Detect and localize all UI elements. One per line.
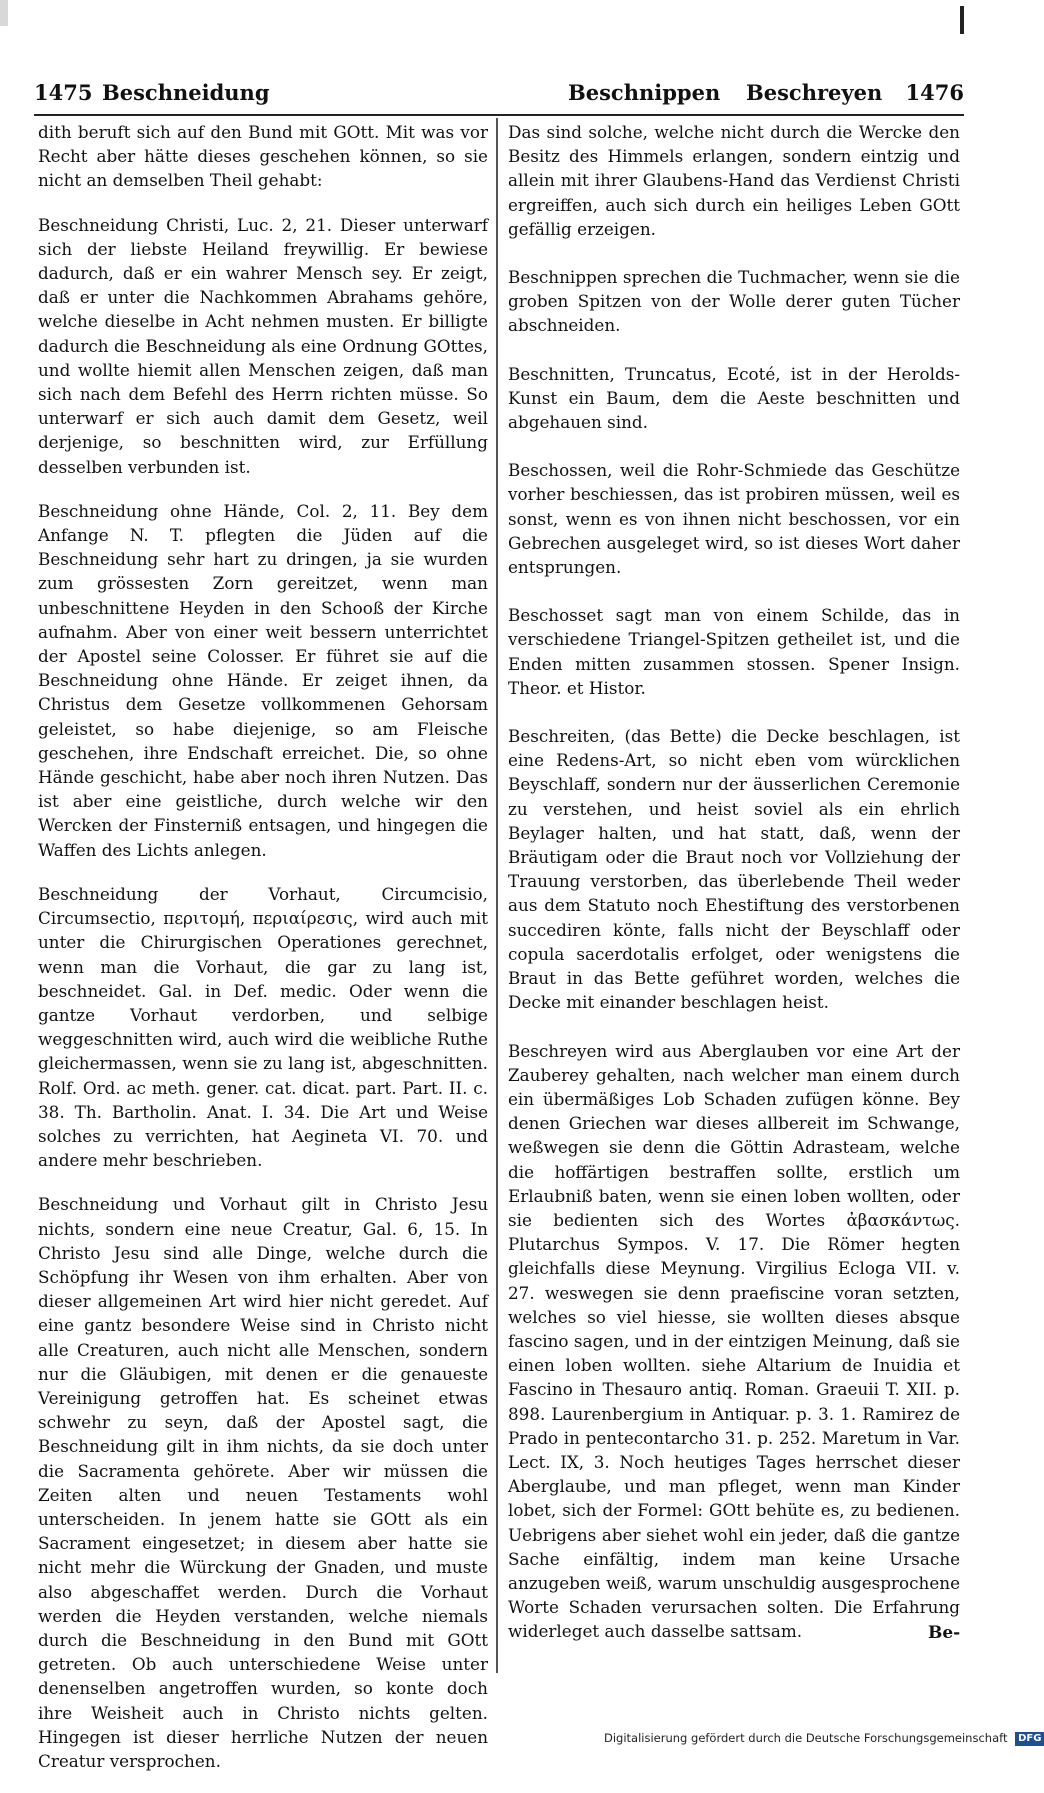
entry-paragraph: Beschnitten, Truncatus, Ecoté, ist in der Herolds-Kunst ein Baum, dem die Aeste beschnitten und abgehauen sind. bbox=[508, 363, 960, 433]
left-column bbox=[38, 120, 488, 1793]
scan-edge bbox=[0, 0, 8, 26]
right-page-number: 1476 bbox=[905, 80, 964, 105]
left-page-number: 1475 bbox=[34, 80, 93, 105]
footer-text: Digitalisierung gefördert durch die Deutsche Forschungsgemeinschaft bbox=[604, 1731, 1008, 1745]
left-running-title: Beschneidung bbox=[102, 80, 270, 105]
entry-paragraph: Beschosset sagt man von einem Schilde, das in verschiedene Triangel-Spitzen getheilet ist, und die Enden mitten zusammen stossen. Spener Insign. Theor. et Histor. bbox=[508, 605, 960, 698]
right-running-title-1: Beschnippen bbox=[568, 80, 721, 105]
header-rule bbox=[34, 114, 964, 116]
right-column bbox=[508, 120, 960, 1664]
page-header bbox=[34, 80, 964, 114]
entry-paragraph: Beschnippen sprechen die Tuchmacher, wenn sie die groben Spitzen von der Wolle derer guten Tücher abschneiden. bbox=[508, 267, 960, 336]
entry-paragraph: dith beruft sich auf den Bund mit GOtt. Mit was vor Recht aber hätte dieses geschehen können, so sie nicht an demselben Theil gehabt: bbox=[38, 122, 488, 191]
entry-paragraph: Das sind solche, welche nicht durch die Wercke den Besitz des Himmels erlangen, sondern eintzig und allein mit ihrer Glaubens-Hand das Verdienst Christi ergreiffen, auch sich durch ein heiliges Leben GOtt gefällig erzeigen. bbox=[508, 122, 960, 239]
catchword: Be- bbox=[928, 1623, 961, 1643]
entry-paragraph: Beschneidung der Vorhaut, Circumcisio, Circumsectio, περιτομή, περιαίρεσις, wird auch mit unter die Chirurgischen Operationes gerechnet, wenn man die Vorhaut, die gar zu lang ist, beschneidet. Gal. in Def. medic. Oder wenn die gantze Vorhaut verdorben, und selbige weggeschnitten wird, auch wird die weibliche Ruthe gleichermassen, wenn sie zu lang ist, abgeschnitten. Rolf. Ord. ac meth. gener. cat. dicat. part. Part. II. c. 38. Th. Bartholin. Anat. I. 34. Die Art und Weise solches zu verrichten, hat Aegineta VI. 70. und andere mehr beschrieben. bbox=[38, 883, 488, 1171]
digitization-footer bbox=[604, 1731, 1044, 1746]
entry-paragraph: Beschneidung Christi, Luc. 2, 21. Dieser unterwarf sich der liebste Heiland freywillig. Er bewiese dadurch, daß er ein wahrer Mensch sey. Er zeigt, daß er unter die Nachkommen Abrahams gehöre, welche dieselbe in Acht nehmen musten. Er billigte dadurch die Beschneidung als eine Ordnung GOttes, und wollte hiemit allen Menschen zeigen, daß man sich nach dem Befehl des Herrn richten müsse. So unterwarf er sich auch damit dem Gesetz, weil derjenige, so beschnitten wird, zur Erfüllung desselben verbunden ist. bbox=[38, 214, 488, 477]
entry-paragraph: Beschreiten, (das Bette) die Decke beschlagen, ist eine Redens-Art, so nicht eben vom würcklichen Beyschlaff, sondern nur der äusserlichen Ceremonie zu verstehen, und heist soviel als ein ehrlich Beylager halten, und hat statt, daß, wenn der Bräutigam oder die Braut noch vor Vollziehung der Trauung verstorben, das überlebende Theil weder aus dem Statuto noch Ehestiftung des verstorbenen succediren könte, falls nicht der Beyschlaff oder copula sacerdotalis erfolget, oder wenigstens die Braut in das Bette geführet worden, welches die Decke mit einander beschlagen heist. bbox=[508, 726, 960, 1013]
entry-paragraph: Beschneidung ohne Hände, Col. 2, 11. Bey dem Anfange N. T. pflegten die Jüden auf die Beschneidung sehr hart zu dringen, ja sie wurden zum grössesten Zorn gereitzet, wenn man unbeschnittene Heyden in den Schooß der Kirche aufnahm. Aber von einer weit bessern unterrichtet der Apostel seine Colosser. Er führet sie auf die Beschneidung ohne Hände. Er zeiget ihnen, da Christus dem Gesetze vollkommenen Gehorsam geleistet, so habe diejenige, so am Fleische geschehen, ihre Endschaft erreichet. Die, so ohne Hände geschicht, habe aber noch ihren Nutzen. Das ist aber eine geistliche, durch welche wir den Wercken der Finsterniß entsagen, und hingegen die Waffen des Lichts anlegen. bbox=[38, 500, 488, 860]
entry-paragraph: Beschneidung und Vorhaut gilt in Christo Jesu nichts, sondern eine neue Creatur, Gal. 6, 15. In Christo Jesu sind alle Dinge, welche durch die Schöpfung ihr Wesen von ihm erhalten. Aber von dieser allgemeinen Art wird hier nicht geredet. Auf eine gantz besondere Weise sind in Christo nicht alle Creaturen, auch nicht alle Menschen, sondern nur die Gläubigen, mit denen er die genaueste Vereinigung getroffen hat. Es scheinet etwas schwehr zu seyn, daß der Apostel sagt, die Beschneidung gilt in ihm nichts, da sie doch unter die Sacramenta gehörete. Aber wir müssen die Zeiten alten und neuen Testaments wohl unterscheiden. In jenem hatte sie GOtt als ein Sacrament eingesetzet; in diesem aber hatte sie nicht mehr die Würckung der Gnaden, und muste also abgeschaffet werden. Durch die Vorhaut werden die Heyden verstanden, welche niemals durch die Beschneidung in den Bund mit GOtt getreten. Ob auch unterschiedene Weise unter denenselben angetroffen wurden, so konte doch ihre Weisheit auch in Christo nichts gelten. Hingegen ist dieser herrliche Nutzen der neuen Creatur versprochen. bbox=[38, 1194, 488, 1771]
right-running-title-2: Beschreyen bbox=[746, 80, 883, 105]
dfg-logo: DFG bbox=[1015, 1732, 1044, 1746]
scan-edge-mark bbox=[960, 6, 964, 34]
entry-paragraph: Beschreyen wird aus Aberglauben vor eine Art der Zauberey gehalten, nach welcher man einem durch ein übermäßiges Lob Schaden zufügen könne. Bey denen Griechen war dieses allbereit im Schwange, weßwegen sie denn die Göttin Adrasteam, welche die hoffärtigen bestraffen sollte, erstlich um Erlaubniß baten, wenn sie einen loben wollten, oder sie bedienten sich des Wortes ἀβασκάντως. Plutarchus Sympos. V. 17. Die Römer hegten gleichfalls diese Meynung. Virgilius Ecloga VII. v. 27. weswegen sie denn praefiscine voran setzten, welches so viel hiesse, sie wollten dieses absque fascino sagen, und in der eintzigen Meinung, daß sie einen loben wollten. siehe Altarium de Inuidia et Fascino in Thesauro antiq. Roman. Graeuii T. XII. p. 898. Laurenbergium in Antiquar. p. 3. 1. Ramirez de Prado in pentecontarcho 31. p. 252. Maretum in Var. Lect. IX, 3. Noch heutiges Tages herrschet dieser Aberglaube, und man pfleget, wenn man Kinder lobet, sich der Formel: GOtt behüte es, zu bedienen. Uebrigens aber siehet wohl ein jeder, daß die gantze Sache einfältig, indem man keine Ursache anzugeben weiß, warum unschuldig ausgesprochene Worte Schaden verursachen solten. Die Erfahrung widerleget auch dasselbe sattsam. bbox=[508, 1040, 960, 1642]
column-divider bbox=[496, 118, 498, 1673]
entry-paragraph: Beschossen, weil die Rohr-Schmiede das Geschütze vorher beschiessen, das ist probiren müssen, weil es sonst, wenn es von ihnen nicht beschossen, vor ein Gebrechen ausgeleget wird, so ist dieses Wort daher entsprungen. bbox=[508, 460, 960, 578]
